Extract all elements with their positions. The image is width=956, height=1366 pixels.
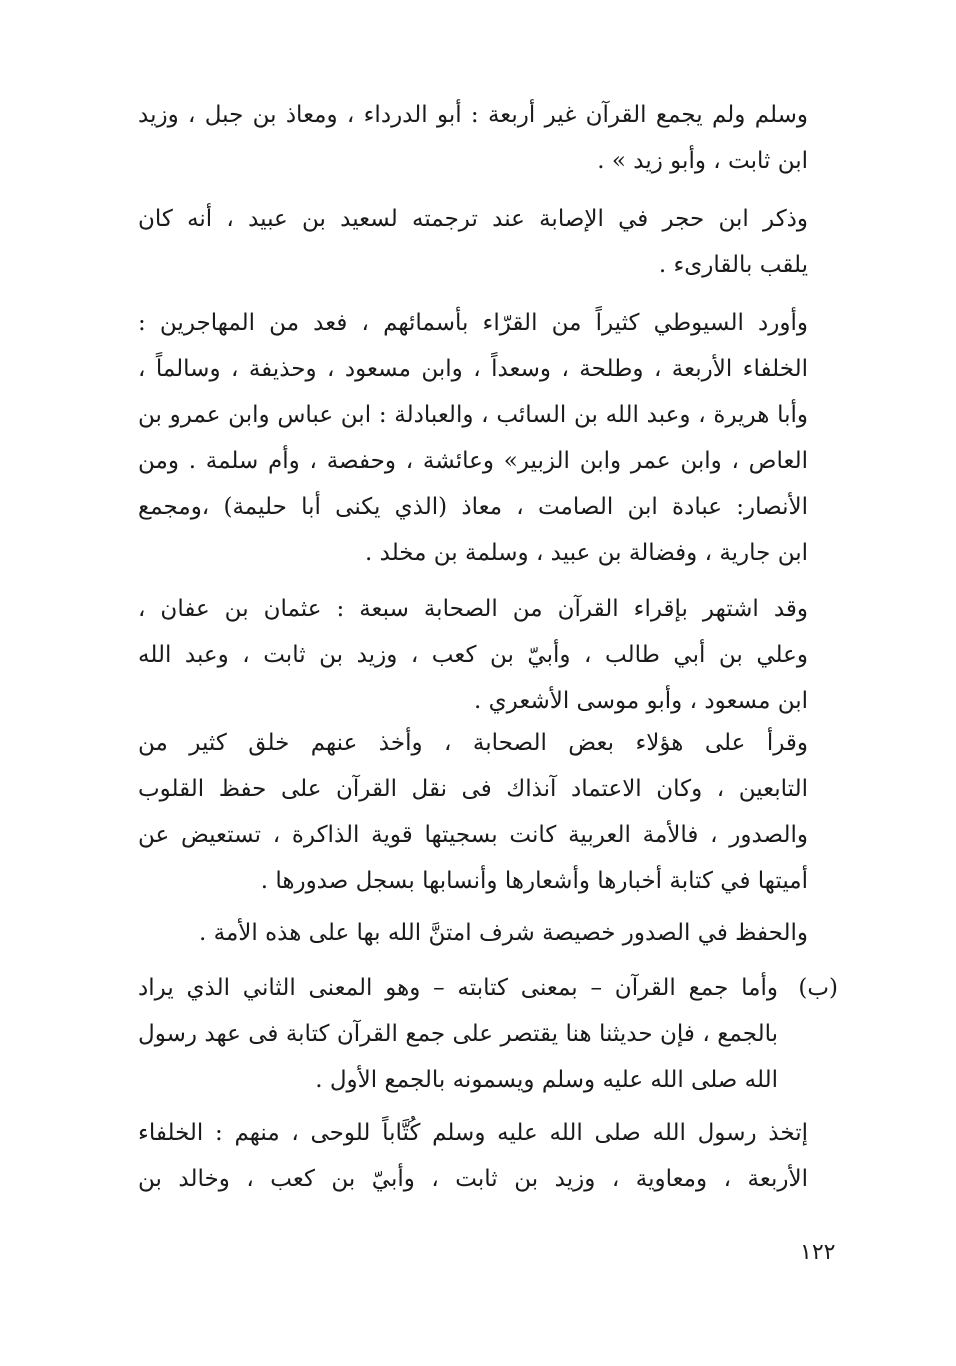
- text-line: بالجمع ، فإن حديثنا هنا يقتصر على جمع القرآن كتابة فى عهد رسول: [138, 1021, 778, 1047]
- text-line: وأما جمع القرآن – بمعنى كتابته – وهو المعنى الثاني الذي يراد: [138, 975, 778, 1001]
- paragraph-5: [138, 720, 808, 904]
- text-line: الأنصار: عبادة ابن الصامت ، معاذ (الذي يكنى أبا حليمة) ،ومجمع: [138, 494, 808, 520]
- text-line: وسلم ولم يجمع القرآن غير أربعة : أبو الدرداء ، ومعاذ بن جبل ، وزيد: [138, 102, 808, 128]
- text-line: ابن جارية ، وفضالة بن عبيد ، وسلمة بن مخلد .: [365, 540, 808, 566]
- paragraph-4: [138, 586, 808, 724]
- text-line: ابن ثابت ، وأبو زيد » .: [597, 148, 808, 174]
- text-line: يلقب بالقارىء .: [658, 252, 808, 278]
- text-line: والصدور ، فالأمة العربية كانت بسجيتها قوية الذاكرة ، تستعيض عن: [138, 822, 808, 848]
- text-line: ابن مسعود ، وأبو موسى الأشعري .: [474, 688, 808, 714]
- text-line: وذكر ابن حجر في الإصابة عند ترجمته لسعيد بن عبيد ، أنه كان: [138, 206, 808, 232]
- text-line: وعلي بن أبي طالب ، وأبيّ بن كعب ، وزيد بن ثابت ، وعبد الله: [138, 642, 808, 668]
- page-number: ١٢٢: [800, 1240, 836, 1265]
- paragraph-8: [138, 1110, 808, 1202]
- paragraph-7: [138, 965, 778, 1103]
- text-line: وقرأ على هؤلاء بعض الصحابة ، وأخذ عنهم خلق كثير من: [138, 730, 808, 756]
- paragraph-3: [138, 300, 808, 576]
- text-line: العاص ، وابن عمر وابن الزبير» وعائشة ، وحفصة ، وأم سلمة . ومن: [138, 448, 808, 474]
- text-line: أميتها في كتابة أخبارها وأشعارها وأنسابها بسجل صدورها .: [260, 868, 808, 894]
- text-line: وقد اشتهر بإقراء القرآن من الصحابة سبعة : عثمان بن عفان ،: [138, 596, 808, 622]
- paragraph-6: [138, 910, 808, 956]
- text-line: التابعين ، وكان الاعتماد آنذاك فى نقل القرآن على حفظ القلوب: [138, 776, 808, 802]
- text-line: الخلفاء الأربعة ، وطلحة ، وسعداً ، وابن مسعود ، وحذيفة ، وسالماً ،: [138, 356, 808, 382]
- section-marker: (ب): [798, 975, 838, 1001]
- text-line: والحفظ في الصدور خصيصة شرف امتنَّ الله بها على هذه الأمة .: [199, 920, 808, 946]
- text-line: وأورد السيوطي كثيراً من القرّاء بأسمائهم ، فعد من المهاجرين :: [138, 310, 808, 336]
- paragraph-2: [138, 196, 808, 288]
- text-line: الله صلى الله عليه وسلم ويسمونه بالجمع الأول .: [315, 1067, 778, 1093]
- paragraph-1: [138, 92, 808, 184]
- text-line: إتخذ رسول الله صلى الله عليه وسلم كُتَّاباً للوحى ، منهم : الخلفاء: [138, 1120, 808, 1146]
- text-line: وأبا هريرة ، وعبد الله بن السائب ، والعبادلة : ابن عباس وابن عمرو بن: [138, 402, 808, 428]
- text-line: الأربعة ، ومعاوية ، وزيد بن ثابت ، وأبيّ بن كعب ، وخالد بن: [138, 1166, 808, 1192]
